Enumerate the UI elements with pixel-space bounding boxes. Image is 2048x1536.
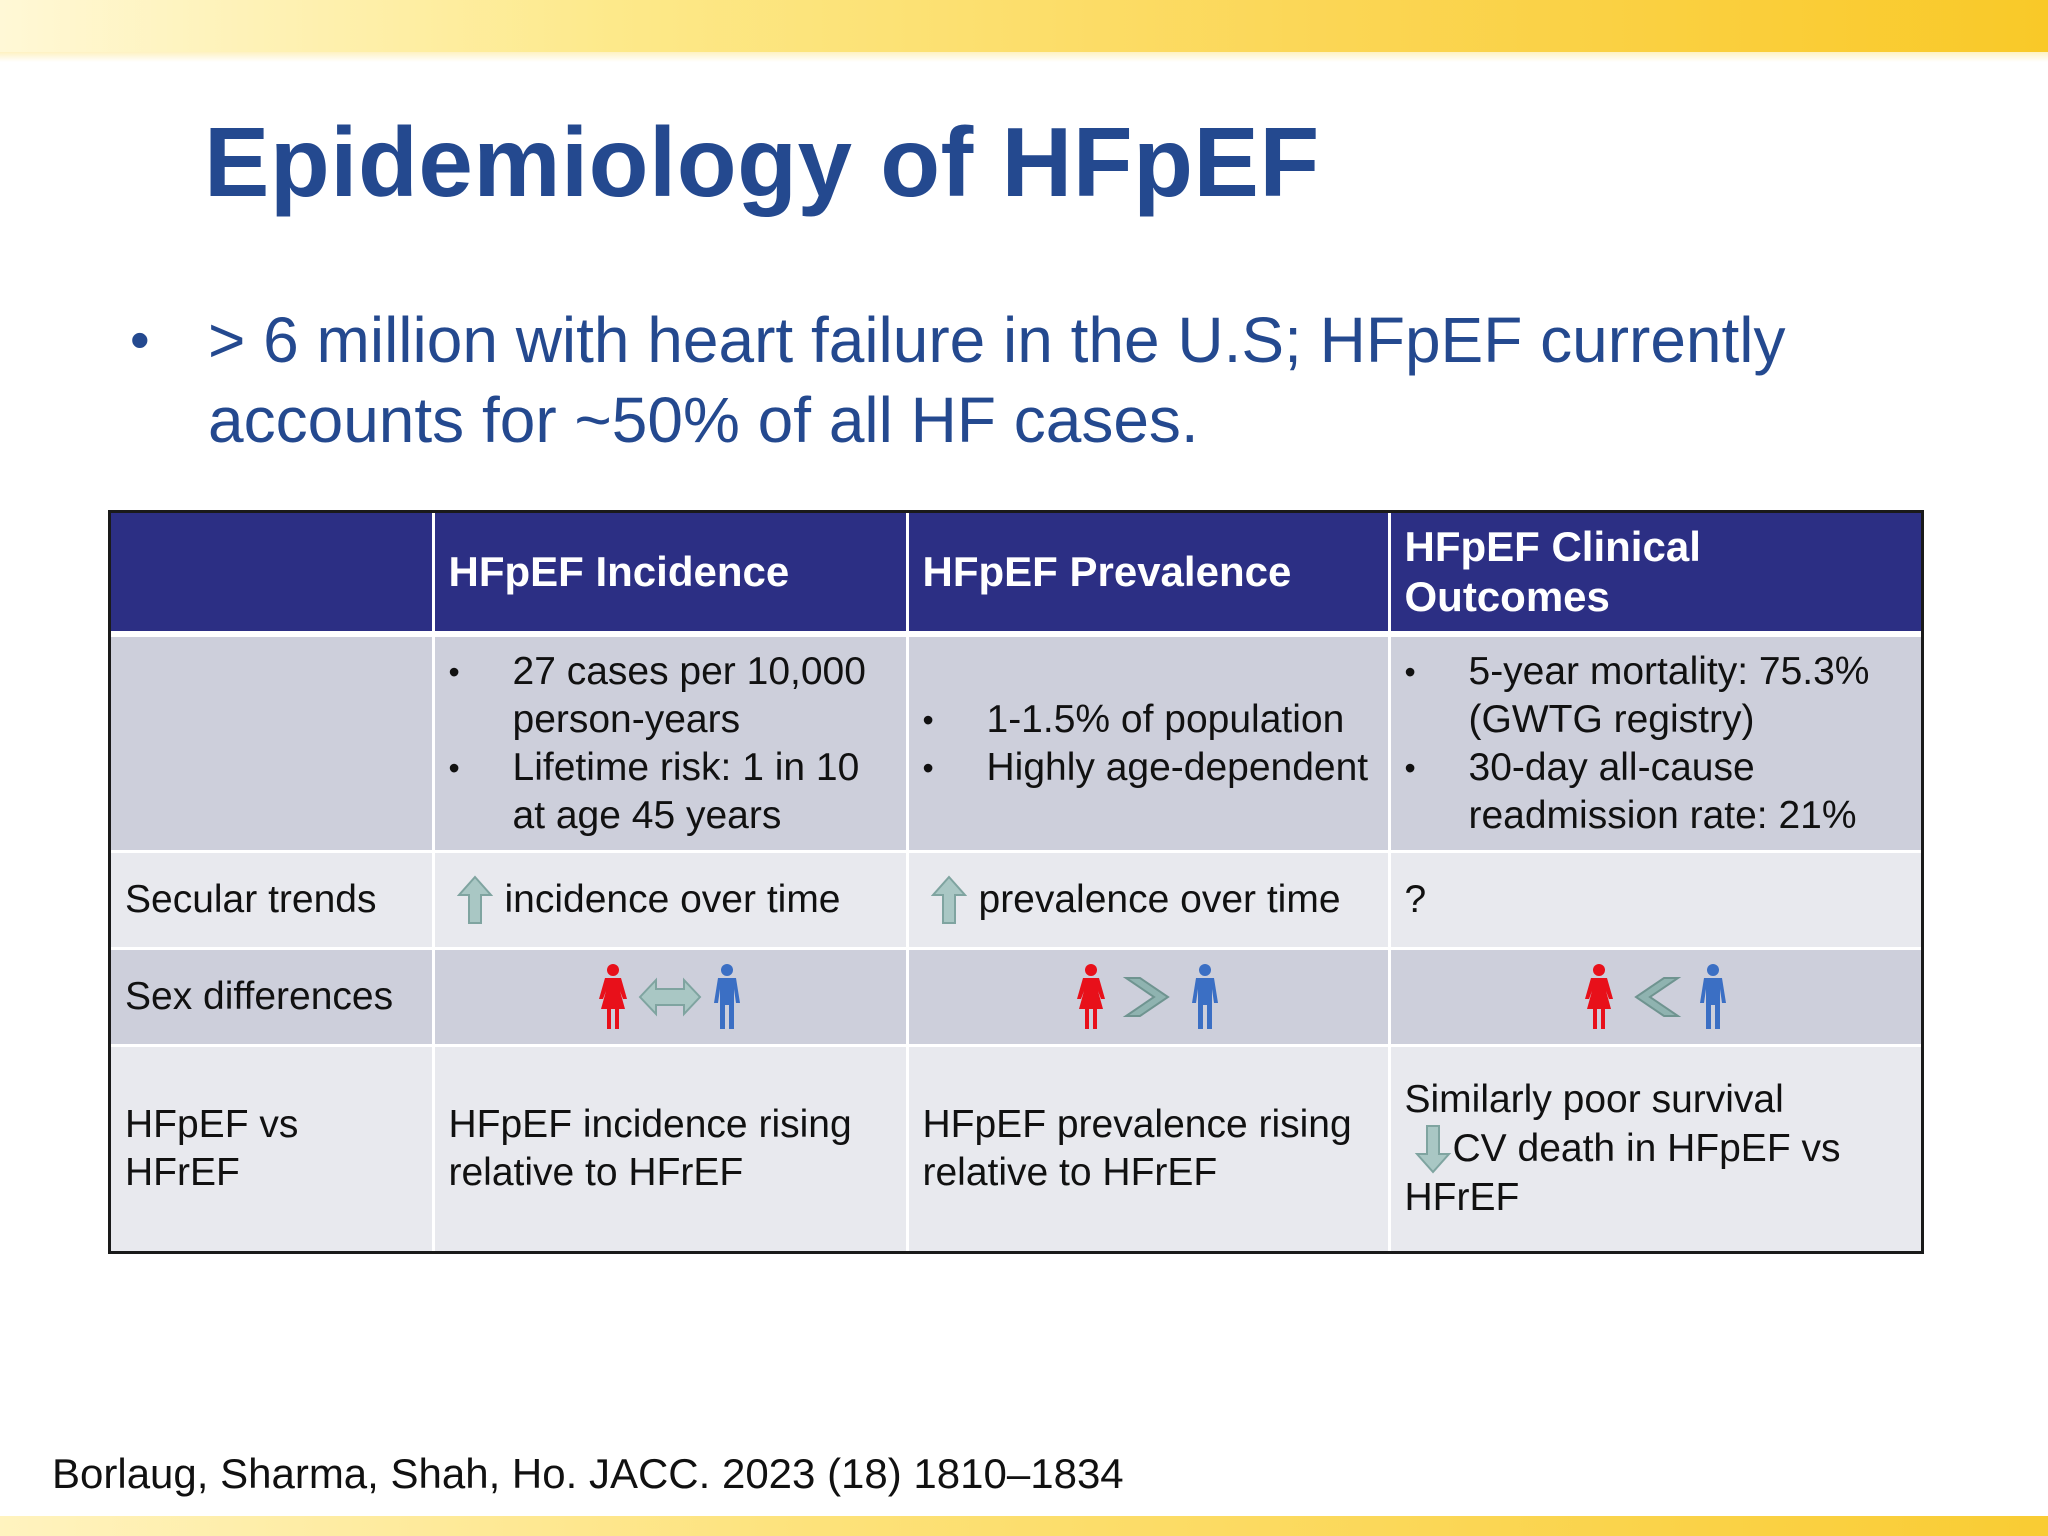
table-row bbox=[111, 634, 1921, 852]
outcomes-trend-cell: ? bbox=[1389, 852, 1921, 949]
female-person-icon bbox=[1582, 963, 1616, 1031]
prevalence-cell bbox=[907, 634, 1389, 852]
row-label-hfpef-vs-hfref: HFpEF vs HFrEF bbox=[111, 1045, 433, 1251]
male-person-icon bbox=[1696, 963, 1730, 1031]
prevalence-trend-cell bbox=[907, 852, 1389, 949]
prevalence-trend-text: prevalence over time bbox=[978, 878, 1341, 922]
table-row bbox=[111, 1045, 1921, 1251]
up-arrow-icon bbox=[457, 875, 493, 925]
row-label-sex-differences: Sex differences bbox=[111, 949, 433, 1046]
list-item: • 30-day all-cause readmission rate: 21% bbox=[1405, 744, 1908, 840]
down-arrow-icon bbox=[1413, 1124, 1453, 1174]
prevalence-list bbox=[923, 696, 1374, 792]
prevalence-comparison-cell: HFpEF prevalence rising relative to HFrEF bbox=[907, 1045, 1389, 1251]
table-row bbox=[111, 852, 1921, 949]
citation: Borlaug, Sharma, Shah, Ho. JACC. 2023 (18) 1810–1834 bbox=[52, 1450, 1124, 1497]
double-arrow-equal-icon bbox=[638, 972, 702, 1022]
outcomes-sex-cell bbox=[1389, 949, 1921, 1046]
male-person-icon bbox=[710, 963, 744, 1031]
table-header-row bbox=[111, 513, 1921, 634]
summary-bullet bbox=[130, 300, 1930, 460]
list-item: • Highly age-dependent bbox=[923, 744, 1374, 792]
up-arrow-icon bbox=[931, 875, 967, 925]
header-clinical-outcomes: HFpEF Clinical Outcomes bbox=[1389, 513, 1921, 634]
incidence-list bbox=[449, 648, 892, 840]
outcomes-comparison-cell bbox=[1389, 1045, 1921, 1251]
outcomes-line-2: CV death in HFpEF vs bbox=[1452, 1126, 1841, 1170]
female-person-icon bbox=[596, 963, 630, 1031]
bullet-marker: • bbox=[130, 308, 150, 371]
male-person-icon bbox=[1188, 963, 1222, 1031]
prevalence-sex-cell bbox=[907, 949, 1389, 1046]
less-than-icon bbox=[1624, 972, 1688, 1022]
incidence-cell bbox=[433, 634, 907, 852]
greater-than-icon bbox=[1116, 972, 1180, 1022]
list-item: • 1-1.5% of population bbox=[923, 696, 1374, 744]
outcomes-cell bbox=[1389, 634, 1921, 852]
list-item: • 27 cases per 10,000 person-years bbox=[449, 648, 892, 744]
female-person-icon bbox=[1074, 963, 1108, 1031]
header-empty bbox=[111, 513, 433, 634]
list-item: • 5-year mortality: 75.3% (GWTG registry) bbox=[1405, 648, 1908, 744]
row-label bbox=[111, 634, 433, 852]
bottom-decorative-band bbox=[0, 1516, 2048, 1536]
outcomes-list bbox=[1405, 648, 1908, 840]
table-row bbox=[111, 949, 1921, 1046]
header-incidence: HFpEF Incidence bbox=[433, 513, 907, 634]
outcomes-line-3: HFrEF bbox=[1404, 1175, 1520, 1219]
top-decorative-band bbox=[0, 0, 2048, 52]
list-item: • Lifetime risk: 1 in 10 at age 45 years bbox=[449, 744, 892, 840]
summary-text: > 6 million with heart failure in the U.S; HFpEF currently accounts for ~50% of all HF cases. bbox=[208, 304, 1786, 456]
header-prevalence: HFpEF Prevalence bbox=[907, 513, 1389, 634]
row-label-secular-trends: Secular trends bbox=[111, 852, 433, 949]
incidence-sex-cell bbox=[433, 949, 907, 1046]
incidence-comparison-cell: HFpEF incidence rising relative to HFrEF bbox=[433, 1045, 907, 1251]
epidemiology-table bbox=[108, 510, 1924, 1254]
outcomes-line-1: Similarly poor survival bbox=[1404, 1077, 1784, 1121]
incidence-trend-text: incidence over time bbox=[504, 878, 841, 922]
incidence-trend-cell bbox=[433, 852, 907, 949]
table-grid bbox=[111, 513, 1921, 1251]
slide-title: Epidemiology of HFpEF bbox=[204, 107, 1320, 217]
